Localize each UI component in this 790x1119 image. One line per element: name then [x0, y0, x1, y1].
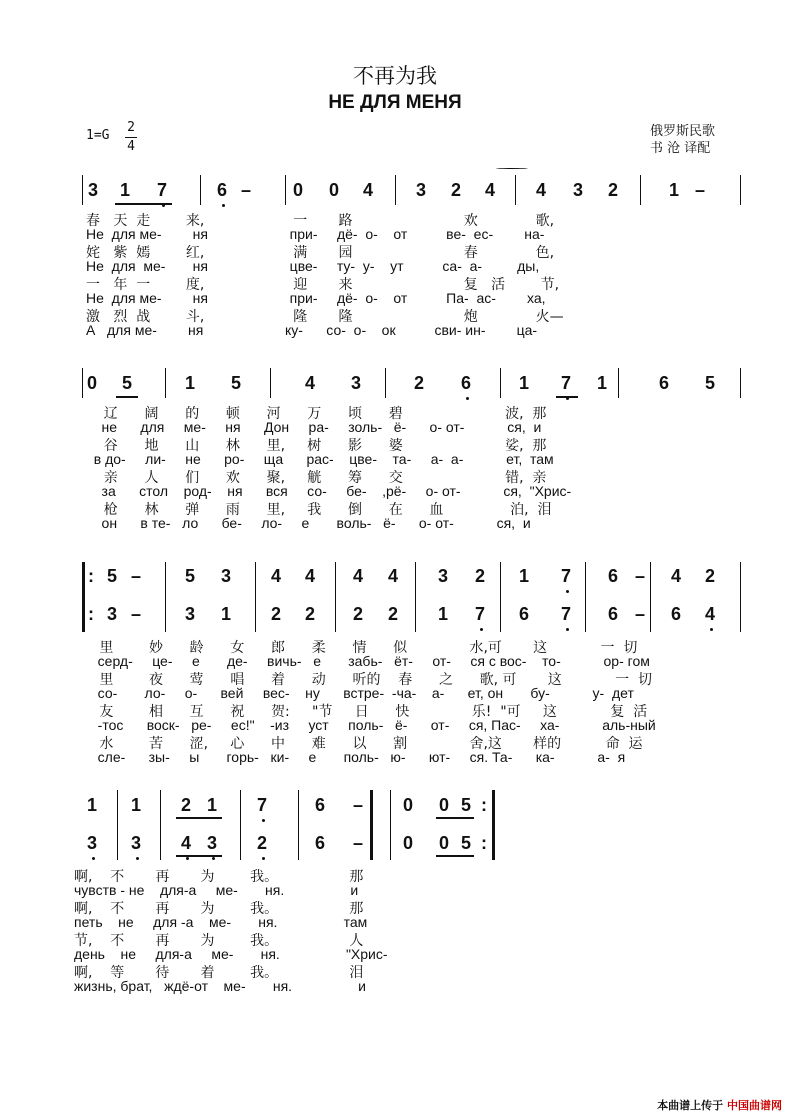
credit-origin: 俄罗斯民歌 — [650, 124, 716, 139]
barline — [82, 368, 83, 398]
note-lower: – — [352, 833, 363, 853]
barline — [650, 562, 651, 632]
note: 0 — [292, 180, 303, 200]
time-signature-denominator: 4 — [127, 139, 135, 154]
note-upper: 1 — [518, 566, 529, 586]
title-russian: НЕ ДЛЯ МЕНЯ — [328, 92, 462, 113]
barline — [500, 368, 501, 398]
octave-dot — [136, 857, 139, 860]
lyric-line: -тос воск- ре- ес!" -из уст поль- ё- от- ся, Пас- ха- аль-ный — [86, 717, 656, 733]
note: 3 — [572, 180, 583, 200]
barline — [385, 368, 386, 398]
lyric-line: не для ме- ня Дон ра- золь- ё- о- от- ся, и — [86, 419, 542, 435]
lyric-line: 一 年 一 度, 迎 来 复 活 节, — [86, 277, 560, 293]
double-barline — [370, 790, 373, 860]
lyric-line: сле- зы- ы горь- ки- е поль- ю- ют- ся. Та- ка- а- я — [86, 749, 626, 765]
lyric-line: жизнь, брат, ждё-от ме- ня. и — [74, 978, 366, 994]
note-upper: 1 — [86, 795, 97, 815]
note: 4 — [484, 180, 495, 200]
lyric-line: чувств - не для-а ме- ня. и — [74, 882, 359, 898]
octave-dot — [262, 819, 265, 822]
note: 6 — [216, 180, 227, 200]
barline — [255, 562, 256, 632]
note-lower: 1 — [220, 604, 231, 624]
underline-beam — [556, 396, 578, 398]
note-lower: 5 — [460, 833, 471, 853]
lyric-line: 春 天 走 来, 一 路 欢 歌, — [86, 213, 555, 229]
underline-beam — [436, 855, 474, 857]
note-upper: 4 — [304, 566, 315, 586]
note-upper: 4 — [352, 566, 363, 586]
note: 5 — [704, 373, 715, 393]
note-lower: 0 — [402, 833, 413, 853]
barline — [740, 175, 741, 205]
note-upper: 6 — [607, 566, 618, 586]
note-lower: 6 — [670, 604, 681, 624]
note-lower: 3 — [86, 833, 97, 853]
octave-dot — [566, 628, 569, 631]
note: 1 — [184, 373, 195, 393]
key-signature: 1=G — [86, 128, 110, 143]
octave-dot — [262, 857, 265, 860]
footer-brand: 中国曲谱网 — [727, 1099, 782, 1112]
note-lower: 3 — [106, 604, 117, 624]
barline — [390, 790, 391, 860]
note-lower: 0 — [438, 833, 449, 853]
note-upper: 1 — [130, 795, 141, 815]
note-lower: – — [634, 604, 645, 624]
footer-credit — [657, 1097, 782, 1113]
barline — [395, 175, 396, 205]
barline — [298, 790, 299, 860]
lyric-line: со- ло- о- вей вес- ну встре- -ча- а- ет, он бу- у- дет — [86, 685, 634, 701]
octave-dot — [710, 628, 713, 631]
note: 7 — [560, 373, 571, 393]
barline — [415, 562, 416, 632]
note-upper: 6 — [314, 795, 325, 815]
note-upper: 0 — [402, 795, 413, 815]
tie-arc — [496, 168, 528, 170]
note-lower: 6 — [314, 833, 325, 853]
barline — [585, 562, 586, 632]
note-lower: 4 — [180, 833, 191, 853]
barline — [270, 368, 271, 398]
lyric-line: 啊, 等 待 着 我。 泪 — [74, 965, 364, 981]
note: 2 — [413, 373, 424, 393]
note-upper: – — [130, 566, 141, 586]
note: 4 — [362, 180, 373, 200]
lyric-line: 激 烈 战 斗, 隆 隆 炮 火— — [86, 309, 564, 325]
lyric-line: 友 相 互 祝 贺: "节 日 快 乐! "可 这 复 活 — [86, 704, 648, 720]
lyric-line: в до- ли- не ро- ща рас- цве- та- а- а- ет, там — [86, 451, 554, 467]
lyric-line: 节, 不 再 为 我。 人 — [74, 933, 364, 949]
barline — [335, 562, 336, 632]
note-lower: 2 — [352, 604, 363, 624]
note: 1 — [518, 373, 529, 393]
underline-beam — [176, 817, 222, 819]
note: – — [694, 180, 705, 200]
underline-beam — [436, 817, 474, 819]
barline — [618, 368, 619, 398]
octave-dot — [186, 857, 189, 860]
barline — [740, 562, 741, 632]
note: 2 — [607, 180, 618, 200]
barline — [160, 790, 161, 860]
note-lower: 3 — [206, 833, 217, 853]
note-upper: 3 — [220, 566, 231, 586]
note-upper: 2 — [474, 566, 485, 586]
barline — [165, 562, 166, 632]
note-upper: 5 — [460, 795, 471, 815]
note: 5 — [121, 373, 132, 393]
note-lower: 2 — [270, 604, 281, 624]
lyric-line: 姹 紫 嫣 红, 满 园 春 色, — [86, 245, 555, 261]
note: 2 — [450, 180, 461, 200]
note: 6 — [658, 373, 669, 393]
lyric-line: 亲 人 们 欢 聚, 觥 筹 交 错, 亲 — [86, 470, 547, 486]
barline — [200, 175, 201, 205]
note-lower: 6 — [518, 604, 529, 624]
note: – — [240, 180, 251, 200]
lyric-line: он в те- ло бе- ло- е воль- ё- о- от- ся, и — [86, 515, 531, 531]
note-lower: – — [130, 604, 141, 624]
note-upper: – — [634, 566, 645, 586]
octave-dot — [480, 628, 483, 631]
barline — [500, 562, 501, 632]
note: 1 — [668, 180, 679, 200]
note-upper: 0 — [438, 795, 449, 815]
note-upper: – — [352, 795, 363, 815]
lyric-line: 里 妙 龄 女 郎 柔 情 似 水,可 这 一 切 — [86, 640, 638, 656]
note: 0 — [86, 373, 97, 393]
note-lower: 1 — [437, 604, 448, 624]
note-upper: 4 — [670, 566, 681, 586]
repeat-dots: : — [481, 795, 487, 815]
time-signature-line — [125, 137, 137, 138]
time-signature-numerator: 2 — [127, 120, 135, 135]
underline-beam — [116, 396, 138, 398]
repeat-dots: : — [481, 833, 487, 853]
note: 6 — [460, 373, 471, 393]
lyric-line: петь не для -а ме- ня. там — [74, 914, 368, 930]
note-upper: 4 — [270, 566, 281, 586]
lyric-line: 辽 阔 的 顿 河 万 顷 碧 波, 那 — [86, 406, 547, 422]
lyric-line: 啊, 不 再 为 我。 那 — [74, 869, 364, 885]
barline — [285, 175, 286, 205]
note-upper: 5 — [106, 566, 117, 586]
lyric-line: серд- це- е де- вичь- е забь- ёт- от- ся с вос- то- ор- гом — [86, 653, 650, 669]
note-lower: 6 — [607, 604, 618, 624]
barline — [515, 175, 516, 205]
note-lower: 3 — [130, 833, 141, 853]
footer-prefix: 本曲谱上传于 — [657, 1099, 724, 1112]
note: 3 — [350, 373, 361, 393]
octave-dot — [566, 590, 569, 593]
barline — [117, 790, 118, 860]
lyric-line: 枪 林 弹 雨 里, 我 倒 在 血 泊, 泪 — [86, 502, 552, 518]
note-upper: 4 — [387, 566, 398, 586]
note-lower: 7 — [560, 604, 571, 624]
note: 1 — [596, 373, 607, 393]
note-upper: 7 — [560, 566, 571, 586]
lyric-line: день не для-а ме- ня. "Хрис- — [74, 946, 388, 962]
note-upper: 2 — [180, 795, 191, 815]
octave-dot — [212, 857, 215, 860]
octave-dot — [466, 397, 469, 400]
octave-dot — [92, 857, 95, 860]
note-lower: 2 — [256, 833, 267, 853]
barline — [740, 368, 741, 398]
note-upper: 2 — [704, 566, 715, 586]
repeat-dots: : — [88, 604, 94, 624]
barline — [82, 175, 83, 205]
end-repeat-barline — [492, 790, 495, 860]
credit-arranger: 书 沧 译配 — [650, 141, 711, 156]
lyric-line: 啊, 不 再 为 我。 那 — [74, 901, 364, 917]
lyric-line: 水 苦 涩, 心 中 难 以 割 舍,这 样的 命 运 — [86, 736, 643, 752]
underline-beam — [115, 203, 172, 205]
lyric-line: 谷 地 山 林 里, 树 影 婆 娑, 那 — [86, 438, 547, 454]
note-upper: 1 — [206, 795, 217, 815]
note: 1 — [119, 180, 130, 200]
note-upper: 3 — [437, 566, 448, 586]
underline-beam — [176, 855, 222, 857]
note: 0 — [328, 180, 339, 200]
note-lower: 2 — [304, 604, 315, 624]
note: 4 — [535, 180, 546, 200]
note: 3 — [415, 180, 426, 200]
lyric-line: за стол род- ня вся со- бе- ,рё- о- от- ся, "Хрис- — [86, 483, 572, 499]
note: 3 — [87, 180, 98, 200]
octave-dot — [222, 204, 225, 207]
lyric-line: А для ме- ня ку- со- о- ок сви- ин- ца- — [86, 322, 538, 338]
lyric-line: Не для ме- ня при- дё- о- от ве- ес- на- — [86, 226, 545, 242]
note-lower: 7 — [474, 604, 485, 624]
barline — [640, 175, 641, 205]
note: 7 — [156, 180, 167, 200]
note-lower: 4 — [704, 604, 715, 624]
repeat-dots: : — [88, 566, 94, 586]
barline — [240, 790, 241, 860]
note-lower: 2 — [387, 604, 398, 624]
lyric-line: Не для ме- ня цве- ту- у- ут са- а- ды, — [86, 258, 540, 274]
note: 4 — [304, 373, 315, 393]
note: 5 — [230, 373, 241, 393]
note-upper: 7 — [256, 795, 267, 815]
lyric-line: 里 夜 莺 唱 着 动 听的 春 之 歌, 可 这 一 切 — [86, 672, 653, 688]
note-upper: 5 — [184, 566, 195, 586]
lyric-line: Не для ме- ня при- дё- о- от Па- ас- ха, — [86, 290, 546, 306]
note-lower: 3 — [184, 604, 195, 624]
repeat-barline — [82, 562, 85, 632]
title-chinese: 不再为我 — [353, 64, 437, 88]
barline — [165, 368, 166, 398]
